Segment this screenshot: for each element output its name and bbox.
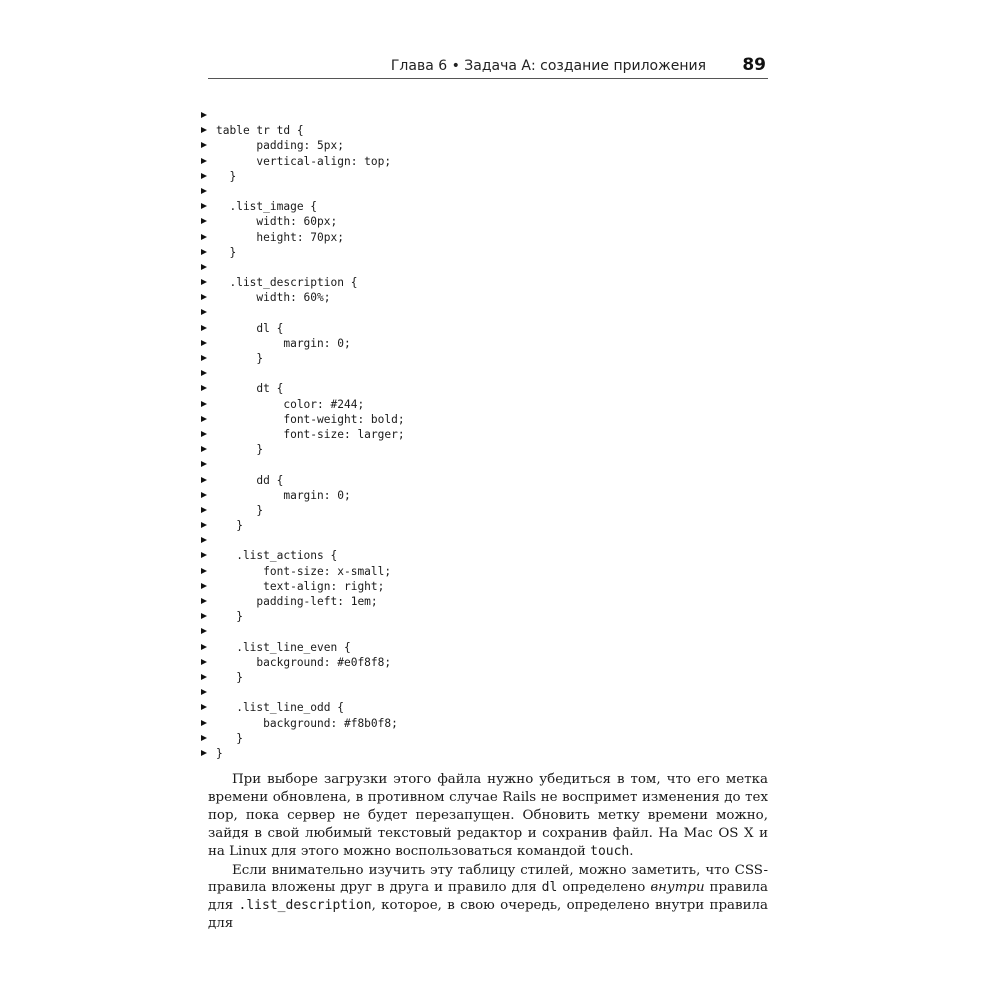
- line-marker-arrow-icon: [201, 158, 207, 164]
- line-marker-arrow-icon: [201, 507, 207, 513]
- line-marker-arrow-icon: [201, 492, 207, 498]
- code-text: }: [216, 352, 264, 365]
- line-marker-arrow-icon: [201, 142, 207, 148]
- code-line: [201, 716, 761, 731]
- code-line: [201, 442, 761, 457]
- code-text: font-size: larger;: [216, 427, 405, 441]
- code-text: }: [216, 169, 237, 183]
- code-line: [201, 457, 761, 472]
- line-marker-arrow-icon: [201, 385, 207, 391]
- line-marker-arrow-icon: [201, 750, 207, 756]
- code-text: .list_description {: [216, 276, 358, 290]
- code-line: [201, 488, 761, 503]
- code-line: [201, 366, 761, 381]
- code-text: .list_line_odd {: [216, 701, 344, 715]
- line-marker-arrow-icon: [201, 583, 207, 589]
- line-marker-arrow-icon: [201, 279, 207, 285]
- code-line: [201, 138, 761, 153]
- code-text: margin: 0;: [216, 488, 351, 502]
- code-text: }: [216, 245, 237, 259]
- line-marker-arrow-icon: [201, 355, 207, 361]
- code-listing: [201, 108, 761, 761]
- code-line: [201, 579, 761, 594]
- code-line: [201, 336, 761, 351]
- paragraph-1-end: .: [629, 843, 634, 859]
- code-text: height: 70px;: [216, 230, 344, 244]
- code-text: font-weight: bold;: [216, 412, 405, 426]
- code-line: [201, 214, 761, 229]
- paragraph-2-part-4: , которое, в свою очередь, определено внутри правила для: [208, 898, 768, 932]
- line-marker-arrow-icon: [201, 644, 207, 650]
- code-line: [201, 275, 761, 290]
- code-line: [201, 503, 761, 518]
- code-text: table tr td {: [216, 124, 304, 138]
- line-marker-arrow-icon: [201, 628, 207, 634]
- paragraph-2-part-1: Если внимательно изучить эту таблицу стилей, можно заметить, что CSS-правила вложены друг в друга и правило для: [208, 862, 768, 896]
- code-text: vertical-align: top;: [216, 154, 392, 168]
- line-marker-arrow-icon: [201, 203, 207, 209]
- inline-code-touch: touch: [590, 843, 630, 859]
- line-marker-arrow-icon: [201, 264, 207, 270]
- code-text: }: [216, 731, 243, 745]
- code-text: }: [216, 443, 264, 457]
- line-marker-arrow-icon: [201, 370, 207, 376]
- code-line: [201, 609, 761, 624]
- chapter-title: Глава 6 • Задача А: создание приложения: [390, 58, 706, 74]
- code-line: [201, 260, 761, 275]
- code-line: [201, 123, 761, 138]
- emphasis-inside: внутри: [650, 880, 705, 896]
- line-marker-arrow-icon: [201, 613, 207, 619]
- inline-code-dl: dl: [541, 880, 558, 896]
- code-text: }: [216, 610, 243, 624]
- running-head: [208, 56, 768, 79]
- code-text: width: 60%;: [216, 291, 331, 305]
- paragraph-2-part-3: правила для: [208, 880, 768, 914]
- code-line: [201, 245, 761, 260]
- code-line: [201, 564, 761, 579]
- body-text: [208, 771, 768, 933]
- line-marker-arrow-icon: [201, 173, 207, 179]
- code-text: background: #e0f8f8;: [216, 655, 392, 669]
- line-marker-arrow-icon: [201, 461, 207, 467]
- code-line: [201, 685, 761, 700]
- code-line: [201, 154, 761, 169]
- code-line: [201, 670, 761, 685]
- line-marker-arrow-icon: [201, 294, 207, 300]
- line-marker-arrow-icon: [201, 112, 207, 118]
- code-text: color: #244;: [216, 397, 365, 411]
- code-line: [201, 746, 761, 761]
- code-line: [201, 290, 761, 305]
- line-marker-arrow-icon: [201, 309, 207, 315]
- code-text: dl {: [216, 321, 284, 335]
- code-text: .list_line_even {: [216, 640, 351, 654]
- line-marker-arrow-icon: [201, 598, 207, 604]
- code-line: [201, 473, 761, 488]
- code-text: .list_actions {: [216, 549, 338, 563]
- line-marker-arrow-icon: [201, 659, 207, 665]
- paragraph-1: [208, 771, 768, 861]
- code-text: background: #f8b0f8;: [216, 716, 398, 730]
- paragraph-1-text: При выборе загрузки этого файла нужно убедиться в том, что его метка времени обновлена, в противном случае Rails не воспримет изменения до тех пор, пока сервер не будет перезапущен. Обновить метку времени можно, зайдя в свой любимый текстовый редактор и сохранив файл. На Mac OS X и на Linux для этого можно воспользоваться командой: [208, 772, 768, 859]
- line-marker-arrow-icon: [201, 720, 207, 726]
- code-text: .list_image {: [216, 200, 318, 214]
- line-marker-arrow-icon: [201, 401, 207, 407]
- page-number: 89: [742, 55, 766, 75]
- paragraph-2: [208, 862, 768, 934]
- line-marker-arrow-icon: [201, 537, 207, 543]
- line-marker-arrow-icon: [201, 188, 207, 194]
- line-marker-arrow-icon: [201, 674, 207, 680]
- line-marker-arrow-icon: [201, 249, 207, 255]
- paragraph-2-part-2: определено: [557, 880, 651, 896]
- line-marker-arrow-icon: [201, 735, 207, 741]
- code-line: [201, 533, 761, 548]
- code-line: [201, 397, 761, 412]
- line-marker-arrow-icon: [201, 522, 207, 528]
- code-line: [201, 427, 761, 442]
- line-marker-arrow-icon: [201, 704, 207, 710]
- line-marker-arrow-icon: [201, 552, 207, 558]
- code-text: margin: 0;: [216, 336, 351, 350]
- code-line: [201, 412, 761, 427]
- code-line: [201, 700, 761, 715]
- code-text: width: 60px;: [216, 215, 338, 229]
- line-marker-arrow-icon: [201, 416, 207, 422]
- line-marker-arrow-icon: [201, 325, 207, 331]
- inline-code-list-description: .list_description: [238, 898, 372, 914]
- code-text: }: [216, 670, 243, 684]
- code-text: font-size: x-small;: [216, 564, 392, 578]
- line-marker-arrow-icon: [201, 234, 207, 240]
- code-text: }: [216, 746, 223, 760]
- code-text: }: [216, 503, 264, 517]
- code-line: [201, 199, 761, 214]
- code-line: [201, 321, 761, 336]
- code-line: [201, 594, 761, 609]
- code-line: [201, 548, 761, 563]
- line-marker-arrow-icon: [201, 446, 207, 452]
- code-line: [201, 731, 761, 746]
- code-line: [201, 351, 761, 366]
- code-line: [201, 169, 761, 184]
- code-text: dd {: [216, 473, 284, 487]
- line-marker-arrow-icon: [201, 431, 207, 437]
- code-line: [201, 381, 761, 396]
- code-line: [201, 230, 761, 245]
- code-line: [201, 640, 761, 655]
- line-marker-arrow-icon: [201, 568, 207, 574]
- code-line: [201, 624, 761, 639]
- line-marker-arrow-icon: [201, 127, 207, 133]
- line-marker-arrow-icon: [201, 477, 207, 483]
- line-marker-arrow-icon: [201, 689, 207, 695]
- line-marker-arrow-icon: [201, 218, 207, 224]
- code-text: }: [216, 519, 243, 533]
- code-text: padding-left: 1em;: [216, 595, 378, 608]
- code-text: dt {: [216, 382, 284, 396]
- code-line: [201, 518, 761, 533]
- code-text: text-align: right;: [216, 579, 385, 593]
- line-marker-arrow-icon: [201, 340, 207, 346]
- code-text: padding: 5px;: [216, 139, 344, 153]
- code-line: [201, 305, 761, 320]
- code-line: [201, 655, 761, 670]
- code-line: [201, 108, 761, 123]
- code-line: [201, 184, 761, 199]
